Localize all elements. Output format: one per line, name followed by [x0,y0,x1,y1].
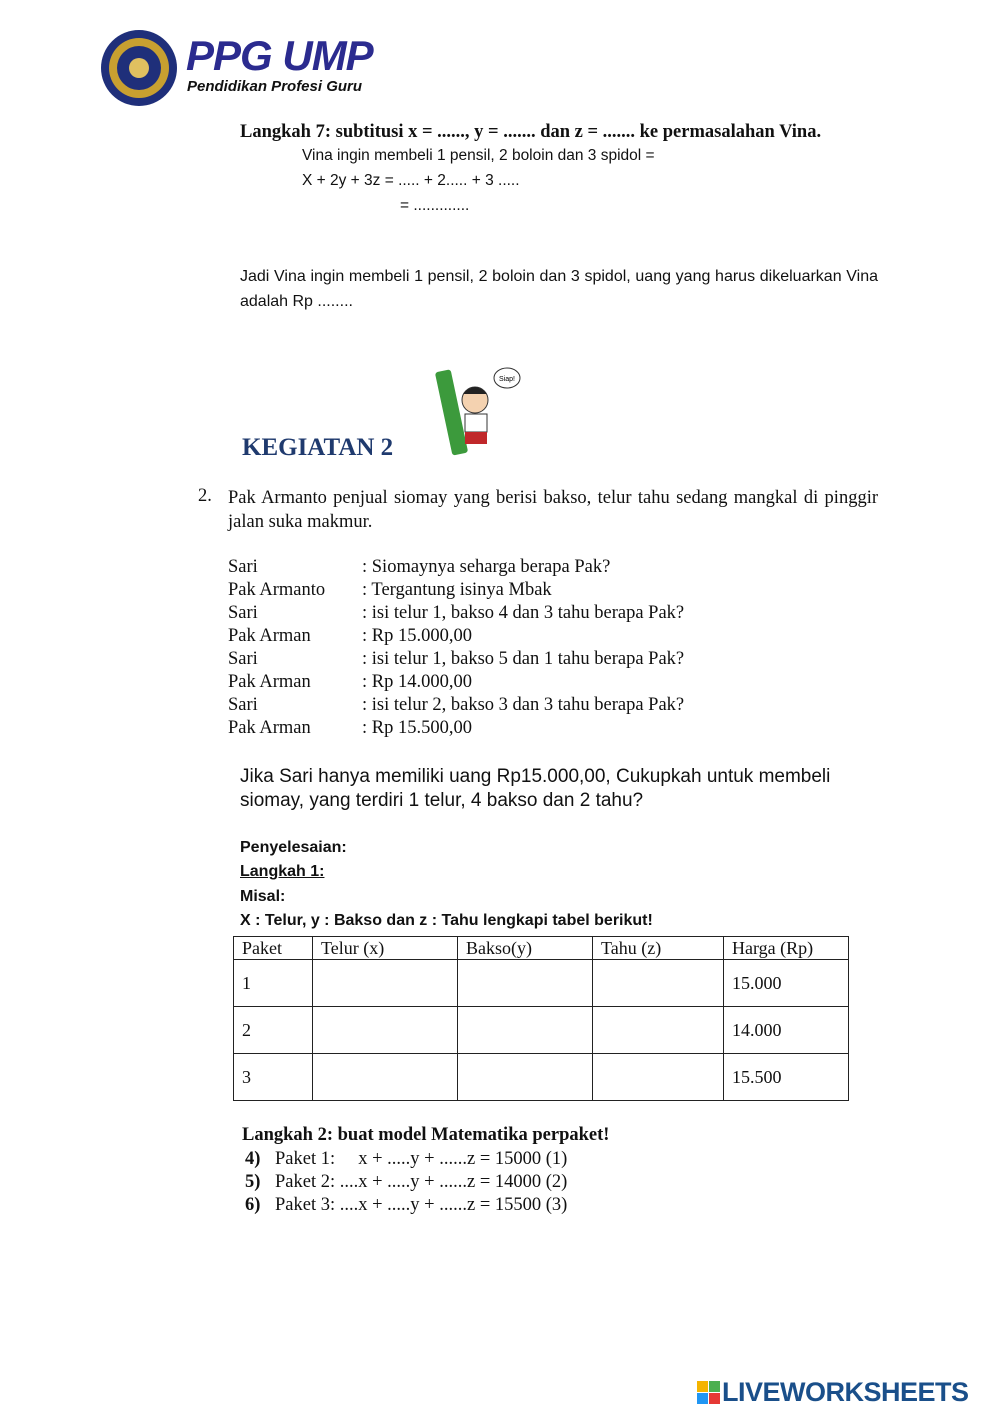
dialog-speaker: Sari [228,695,258,715]
langkah7-line3: = ............. [400,197,470,214]
cell-paket: 3 [234,1054,313,1101]
cell-telur-input[interactable] [313,960,458,1007]
dialog-line: : Rp 14.000,00 [362,672,472,692]
liveworksheets-brand: LIVEWORKSHEETS [722,1377,969,1407]
step2-item-text: Paket 3: ....x + .....y + ......z = 15500 (3) [275,1195,568,1215]
misal-label: Misal: [240,888,286,905]
question-line2: siomay, yang terdiri 1 telur, 4 bakso dan 2 tahu? [240,790,644,811]
student-pencil-illustration [435,360,521,460]
langkah7-line2: X + 2y + 3z = ..... + 2..... + 3 ..... [302,172,520,189]
problem-number: 2. [198,486,212,506]
langkah7-title: Langkah 7: subtitusi x = ......, y = ....... dan z = ....... ke permasalahan Vina. [240,122,822,142]
cell-harga: 15.000 [724,960,849,1007]
logo-title: PPG UMP [186,32,373,79]
kegiatan-title: KEGIATAN 2 [242,434,394,461]
cell-bakso-input[interactable] [458,960,593,1007]
table-instruction: X : Telur, y : Bakso dan z : Tahu lengkapi tabel berikut! [240,912,653,929]
header-harga: Harga (Rp) [724,937,849,960]
dialog-line: : isi telur 1, bakso 5 dan 1 tahu berapa Pak? [362,649,685,669]
dialog-line: : Rp 15.500,00 [362,718,472,738]
cell-harga: 14.000 [724,1007,849,1054]
step2-item-text: Paket 1: x + .....y + ......z = 15000 (1) [275,1149,568,1169]
header-bakso: Bakso(y) [458,937,593,960]
dialog-speaker: Pak Arman [228,718,311,738]
step2-item-number: 4) [245,1149,261,1169]
dialog-line: : Tergantung isinya Mbak [362,580,552,600]
logo-subtitle: Pendidikan Profesi Guru [187,78,363,95]
cell-tahu-input[interactable] [593,1054,724,1101]
dialog-speaker: Pak Armanto [228,580,326,600]
paket-table [233,936,849,1101]
header-tahu: Tahu (z) [593,937,724,960]
cell-tahu-input[interactable] [593,960,724,1007]
dialog-speaker: Sari [228,649,258,669]
cell-paket: 1 [234,960,313,1007]
solution-heading: Penyelesaian: [240,839,347,856]
header-paket: Paket [234,937,313,960]
conclusion-text: Jadi Vina ingin membeli 1 pensil, 2 boloin dan 3 spidol, uang yang harus dikeluarkan Vina adalah Rp ........ [240,268,878,310]
dialog-speaker: Sari [228,603,258,623]
cell-bakso-input[interactable] [458,1007,593,1054]
question-line1: Jika Sari hanya memiliki uang Rp15.000,00, Cukupkah untuk membeli [240,766,831,787]
cell-telur-input[interactable] [313,1054,458,1101]
table-header-row [234,937,849,960]
step2-title: Langkah 2: buat model Matematika perpaket! [242,1125,610,1145]
speech-bubble-text: Siap! [499,376,515,383]
langkah7-line1: Vina ingin membeli 1 pensil, 2 boloin dan 3 spidol = [302,147,655,164]
dialog-line: : Siomaynya seharga berapa Pak? [362,557,611,577]
step1-heading: Langkah 1: [240,863,325,880]
dialog-speaker: Pak Arman [228,672,311,692]
table-row [234,1054,849,1101]
university-seal-icon [99,28,179,108]
liveworksheets-logo-icon [697,1381,721,1405]
step2-item-number: 5) [245,1172,261,1192]
table-row [234,1007,849,1054]
dialog-line: : isi telur 1, bakso 4 dan 3 tahu berapa Pak? [362,603,685,623]
cell-harga: 15.500 [724,1054,849,1101]
cell-paket: 2 [234,1007,313,1054]
table-row [234,960,849,1007]
dialog-line: : Rp 15.000,00 [362,626,472,646]
cell-bakso-input[interactable] [458,1054,593,1101]
header-telur: Telur (x) [313,937,458,960]
problem-text: Pak Armanto penjual siomay yang berisi bakso, telur tahu sedang mangkal di pinggir jalan suka makmur. [228,488,878,532]
cell-telur-input[interactable] [313,1007,458,1054]
dialog-line: : isi telur 2, bakso 3 dan 3 tahu berapa Pak? [362,695,685,715]
step2-item-text: Paket 2: ....x + .....y + ......z = 14000 (2) [275,1172,568,1192]
step2-item-number: 6) [245,1195,261,1215]
dialog-speaker: Pak Arman [228,626,311,646]
cell-tahu-input[interactable] [593,1007,724,1054]
dialog-speaker: Sari [228,557,258,577]
